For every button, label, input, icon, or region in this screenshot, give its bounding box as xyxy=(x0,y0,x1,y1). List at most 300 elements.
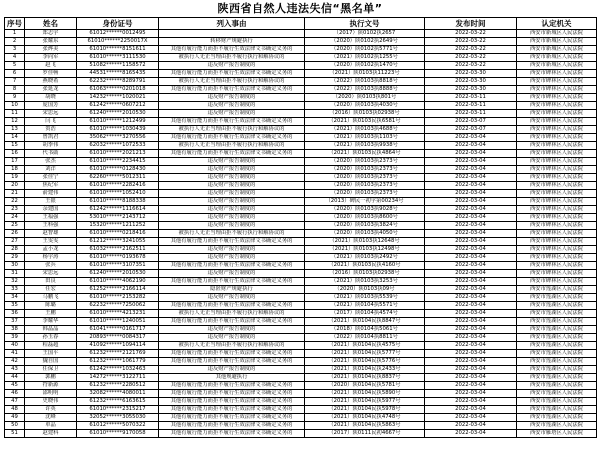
cell-id-number: 61242******0607212 xyxy=(77,102,159,110)
cell-publish-date: 2022-03-04 xyxy=(425,374,517,382)
cell-case-number: （2020）陕0103执2373号 xyxy=(305,174,425,182)
cell-authority: 西安市莲湖区人民法院 xyxy=(517,310,597,318)
cell-id-number: 53010******2143712 xyxy=(77,214,159,222)
cell-publish-date: 2022-03-04 xyxy=(425,406,517,414)
cell-name: 王福强 xyxy=(25,214,77,222)
header-publish-date: 发布时间 xyxy=(425,18,517,30)
cell-publish-date: 2022-03-04 xyxy=(425,174,517,182)
table-row xyxy=(5,38,597,46)
cell-publish-date: 2022-03-07 xyxy=(425,118,517,126)
cell-authority: 西安市碑林区人民法院 xyxy=(517,126,597,134)
cell-id-number: 61010******8151611 xyxy=(77,46,159,54)
cell-index: 12 xyxy=(5,118,25,126)
cell-id-number: 62232******8289791 xyxy=(77,78,159,86)
cell-index: 21 xyxy=(5,190,25,198)
cell-name: 曾凯君 xyxy=(25,134,77,142)
cell-index: 49 xyxy=(5,414,25,422)
cell-publish-date: 2022-03-04 xyxy=(425,206,517,214)
cell-reason: 其他有履行能力而拒不履行生效法律文书确定义务的 xyxy=(159,70,305,78)
cell-name: 俞建伟 xyxy=(25,190,77,198)
table-row xyxy=(5,46,597,54)
table-row xyxy=(5,238,597,246)
cell-name: 庞国芳 xyxy=(25,102,77,110)
cell-name: 魏自国 xyxy=(25,358,77,366)
table-row xyxy=(5,254,597,262)
cell-case-number: （2020）陕0103执2373号 xyxy=(305,190,425,198)
table-row xyxy=(5,230,597,238)
cell-id-number: 61010******3107351 xyxy=(77,262,159,270)
cell-name: 余建国 xyxy=(25,206,77,214)
cell-case-number: （2021）陕0104民执5890号 xyxy=(305,390,425,398)
cell-case-number: （2021）陕0103执3253号 xyxy=(305,278,425,286)
cell-name: 郑志宇 xyxy=(25,30,77,38)
cell-authority: 西安市碑林区人民法院 xyxy=(517,158,597,166)
cell-case-number: （2021）陕0103执9938号 xyxy=(305,142,425,150)
table-row xyxy=(5,270,597,278)
cell-case-number: （2021）陕0104民执5863号 xyxy=(305,422,425,430)
cell-reason: 违反财产报告制度的 xyxy=(159,222,305,230)
cell-publish-date: 2022-03-22 xyxy=(425,46,517,54)
cell-name: 焦纪军 xyxy=(25,182,77,190)
cell-case-number: （2021）陕0104民执2433号 xyxy=(305,366,425,374)
cell-id-number: 61010******1030439 xyxy=(77,126,159,134)
cell-publish-date: 2022-03-04 xyxy=(425,254,517,262)
cell-reason: 违反财产报告制度的 xyxy=(159,198,305,206)
cell-id-number: 61240******2010530 xyxy=(77,110,159,118)
cell-index: 38 xyxy=(5,326,25,334)
table-row xyxy=(5,334,597,342)
cell-name: 王雯雯 xyxy=(25,238,77,246)
cell-reason: 被执行人无正当理由拒不履行执行和解协议的 xyxy=(159,142,305,150)
cell-authority: 西安市莲湖区人民法院 xyxy=(517,342,597,350)
cell-authority: 西安市碑林区人民法院 xyxy=(517,238,597,246)
cell-reason: 违反财产报告制度的 xyxy=(159,206,305,214)
header-name: 姓名 xyxy=(25,18,77,30)
cell-index: 47 xyxy=(5,398,25,406)
table-row xyxy=(5,422,597,430)
cell-name: 燕晓希 xyxy=(25,78,77,86)
cell-id-number: 61010******2250017X xyxy=(77,38,159,46)
cell-name: 宋思远 xyxy=(25,110,77,118)
cell-index: 41 xyxy=(5,350,25,358)
cell-case-number: （2020）陕0103执09号 xyxy=(305,286,425,294)
cell-publish-date: 2022-03-04 xyxy=(425,198,517,206)
cell-case-number: （2021）陕0104执5571号 xyxy=(305,302,425,310)
cell-case-number: （2017）陕0104执4574号 xyxy=(305,310,425,318)
cell-case-number: （2021）陕0104民执5776号 xyxy=(305,358,425,366)
cell-reason: 其他有履行能力而拒不履行生效法律文书确定义务的 xyxy=(159,414,305,422)
cell-authority: 西安市莲湖区人民法院 xyxy=(517,294,597,302)
cell-reason: 其他有履行能力而拒不履行生效法律文书确定义务的 xyxy=(159,46,305,54)
cell-publish-date: 2022-03-04 xyxy=(425,182,517,190)
cell-reason: 其他有履行能力而拒不履行生效法律文书确定义务的 xyxy=(159,238,305,246)
table-row xyxy=(5,86,597,94)
table-row xyxy=(5,342,597,350)
cell-authority: 西安市碑林区人民法院 xyxy=(517,70,597,78)
cell-case-number: （2021）陕0104民执4748号 xyxy=(305,414,425,422)
cell-authority: 西安市莲湖区人民法院 xyxy=(517,302,597,310)
cell-id-number: 61242******1116614 xyxy=(77,206,159,214)
cell-index: 50 xyxy=(5,422,25,430)
cell-reason: 其他有履行能力而拒不履行生效法律文书确定义务的 xyxy=(159,86,305,94)
cell-publish-date: 2022-03-04 xyxy=(425,342,517,350)
cell-id-number: 61010******0193678 xyxy=(77,254,159,262)
cell-name: 王科强 xyxy=(25,222,77,230)
cell-case-number: （2020）陕0103执4050号 xyxy=(305,230,425,238)
cell-case-number: （2017）陕0102执2657 xyxy=(305,30,425,38)
cell-reason xyxy=(159,30,305,38)
cell-name: 孟小龙 xyxy=(25,246,77,254)
cell-name: 张延龙 xyxy=(25,86,77,94)
cell-case-number: （2016）陕0103执02938号 xyxy=(305,270,425,278)
cell-index: 35 xyxy=(5,302,25,310)
cell-authority: 西安市碑林区人民法院 xyxy=(517,214,597,222)
cell-name: 代书勋 xyxy=(25,150,77,158)
cell-index: 25 xyxy=(5,222,25,230)
cell-reason: 其他有履行能力而拒不履行生效法律文书确定义务的 xyxy=(159,398,305,406)
cell-reason: 违反财产报告制度的 xyxy=(159,102,305,110)
cell-reason: 被执行人无正当理由拒不履行执行和解协议的 xyxy=(159,342,305,350)
cell-id-number: 61240******2010530 xyxy=(77,270,159,278)
cell-name: 任宏 xyxy=(25,286,77,294)
cell-reason: 违反财产报告制度的 xyxy=(159,182,305,190)
cell-authority: 西安市碑林区人民法院 xyxy=(517,166,597,174)
cell-case-number: （2020）陕0103执9028号 xyxy=(305,206,425,214)
table-row xyxy=(5,30,597,38)
cell-authority: 西安市碑林区人民法院 xyxy=(517,102,597,110)
cell-id-number: 61010******2315217 xyxy=(77,406,159,414)
cell-publish-date: 2022-03-04 xyxy=(425,318,517,326)
cell-id-number: 61232******2280512 xyxy=(77,382,159,390)
cell-id-number: 20893******0084317 xyxy=(77,334,159,342)
cell-id-number: 62032******1072533 xyxy=(77,142,159,150)
cell-case-number: （2021）陕0104民执4575号 xyxy=(305,342,425,350)
cell-id-number: 61010******1212499 xyxy=(77,118,159,126)
cell-reason: 其他有履行能力而拒不履行生效法律文书确定义务的 xyxy=(159,422,305,430)
cell-reason: 被执行人无正当理由拒不履行执行和解协议的 xyxy=(159,54,305,62)
cell-authority: 西安市莲湖区人民法院 xyxy=(517,286,597,294)
cell-reason: 被执行人无正当理由拒不履行执行和解协议的 xyxy=(159,78,305,86)
cell-authority: 西安市碑林区人民法院 xyxy=(517,134,597,142)
cell-id-number: 61012******5070322 xyxy=(77,422,159,430)
cell-authority: 西安市莲湖区人民法院 xyxy=(517,318,597,326)
cell-publish-date: 2022-03-11 xyxy=(425,110,517,118)
cell-authority: 西安市碑林区人民法院 xyxy=(517,278,597,286)
cell-publish-date: 2022-03-04 xyxy=(425,238,517,246)
cell-publish-date: 2022-03-04 xyxy=(425,142,517,150)
cell-publish-date: 2022-03-04 xyxy=(425,294,517,302)
header-row xyxy=(5,18,597,30)
cell-publish-date: 2022-03-04 xyxy=(425,134,517,142)
cell-index: 9 xyxy=(5,94,25,102)
cell-id-number: 44531******8165435 xyxy=(77,70,159,78)
cell-name: 符新源 xyxy=(25,382,77,390)
cell-id-number: 61010******8188338 xyxy=(77,198,159,206)
cell-id-number: 14232******1020021 xyxy=(77,94,159,102)
cell-name: 罗佳畅 xyxy=(25,70,77,78)
cell-reason: 违反财产报告制度的 xyxy=(159,166,305,174)
cell-publish-date: 2022-03-04 xyxy=(425,166,517,174)
cell-publish-date: 2022-03-04 xyxy=(425,158,517,166)
table-row xyxy=(5,70,597,78)
table-row xyxy=(5,126,597,134)
cell-case-number: （2020）陕0102执2649号 xyxy=(305,38,425,46)
cell-index: 24 xyxy=(5,214,25,222)
cell-id-number: 41092******1094114 xyxy=(77,342,159,350)
cell-reason: 其他有履行能力而拒不履行生效法律文书确定义务的 xyxy=(159,406,305,414)
cell-id-number: 15320******1211252 xyxy=(77,222,159,230)
cell-index: 34 xyxy=(5,294,25,302)
table-row xyxy=(5,190,597,198)
cell-name: 沈峰 xyxy=(25,414,77,422)
cell-index: 37 xyxy=(5,318,25,326)
cell-case-number: （2020）陕0103执2373号 xyxy=(305,166,425,174)
table-row xyxy=(5,286,597,294)
cell-id-number: 61032******2162511 xyxy=(77,246,159,254)
table-row xyxy=(5,310,597,318)
cell-reason: 其他有履行能力而拒不履行生效法律文书确定义务的 xyxy=(159,350,305,358)
cell-id-number: 61232******2121769 xyxy=(77,350,159,358)
cell-id-number: 32082******4080011 xyxy=(77,390,159,398)
cell-publish-date: 2022-03-30 xyxy=(425,70,517,78)
cell-reason: 违反财产报告制度的 xyxy=(159,326,305,334)
cell-name: 邵明明 xyxy=(25,390,77,398)
cell-reason: 违反财产报告制度的 xyxy=(159,294,305,302)
cell-authority: 西安市碑林区人民法院 xyxy=(517,78,597,86)
cell-id-number: 61012******0012495 xyxy=(77,30,159,38)
cell-publish-date: 2022-03-04 xyxy=(425,334,517,342)
cell-index: 11 xyxy=(5,110,25,118)
cell-case-number: （2021）陕0104民执5977号 xyxy=(305,398,425,406)
table-row xyxy=(5,398,597,406)
table-row xyxy=(5,158,597,166)
cell-case-number: （2021）陕0104民执5978号 xyxy=(305,406,425,414)
cell-authority: 西安市莲湖区人民法院 xyxy=(517,334,597,342)
table-row xyxy=(5,118,597,126)
cell-name: 单晶 xyxy=(25,422,77,430)
cell-reason: 违反财产报告制度的 xyxy=(159,334,305,342)
cell-authority: 西安市新城区人民法院 xyxy=(517,62,597,70)
cell-reason: 其他有履行能力而拒不履行生效法律文书确定义务的 xyxy=(159,318,305,326)
cell-index: 46 xyxy=(5,390,25,398)
table-row xyxy=(5,166,597,174)
table-row xyxy=(5,366,597,374)
cell-id-number: 14272******3122711 xyxy=(77,374,159,382)
cell-publish-date: 2022-03-11 xyxy=(425,94,517,102)
table-row xyxy=(5,430,597,438)
cell-publish-date: 2022-03-04 xyxy=(425,302,517,310)
cell-index: 36 xyxy=(5,310,25,318)
cell-case-number: （2021）陕0103执12648号 xyxy=(305,238,425,246)
cell-index: 15 xyxy=(5,142,25,150)
cell-reason: 其他有履行能力而拒不履行生效法律文书确定义务的 xyxy=(159,430,305,438)
cell-index: 6 xyxy=(5,70,25,78)
cell-reason: 违反财产报告制度的 xyxy=(159,94,305,102)
cell-publish-date: 2022-03-04 xyxy=(425,350,517,358)
cell-index: 8 xyxy=(5,86,25,94)
cell-name: 任保卫 xyxy=(25,366,77,374)
table-row xyxy=(5,326,597,334)
cell-case-number: （2013）碑民一初字第00234号 xyxy=(305,198,425,206)
cell-reason: 被执行人无正当理由拒不履行执行和解协议的 xyxy=(159,310,305,318)
cell-authority: 西安市碑林区人民法院 xyxy=(517,262,597,270)
cell-case-number: （2020）陕0103执4030号 xyxy=(305,102,425,110)
cell-reason: 其他有履行能力而拒不履行生效法律文书确定义务的 xyxy=(159,134,305,142)
cell-name: 赵智雄 xyxy=(25,230,77,238)
cell-case-number: （2021）陕0103执4688号 xyxy=(305,126,425,134)
cell-authority: 西安市碑林区人民法院 xyxy=(517,110,597,118)
header-case-number: 执行文号 xyxy=(305,18,425,30)
cell-case-number: （2021）陕0103执1103号 xyxy=(305,134,425,142)
header-index: 序号 xyxy=(5,18,25,30)
cell-case-number: （2021）陕0104民执8847号 xyxy=(305,318,425,326)
cell-reason: 违反财产报告制度的 xyxy=(159,270,305,278)
cell-index: 17 xyxy=(5,158,25,166)
cell-index: 20 xyxy=(5,182,25,190)
cell-index: 3 xyxy=(5,46,25,54)
cell-authority: 西安市碑林区人民法院 xyxy=(517,206,597,214)
table-row xyxy=(5,406,597,414)
cell-index: 51 xyxy=(5,430,25,438)
cell-id-number: 61010******0128430 xyxy=(77,166,159,174)
cell-reason: 其他有履行能力而拒不履行生效法律文书确定义务的 xyxy=(159,358,305,366)
cell-reason: 其他有履行能力而拒不履行生效法律文书确定义务的 xyxy=(159,262,305,270)
cell-authority: 西安市莲湖区人民法院 xyxy=(517,406,597,414)
cell-authority: 西安市碑林区人民法院 xyxy=(517,198,597,206)
cell-reason: 违反财产报告制度的 xyxy=(159,158,305,166)
cell-authority: 西安市碑林区人民法院 xyxy=(517,230,597,238)
cell-publish-date: 2022-03-22 xyxy=(425,30,517,38)
cell-authority: 西安市新城区人民法院 xyxy=(517,54,597,62)
cell-reason: 被执行人无正当理由拒不履行执行和解协议的 xyxy=(159,126,305,134)
cell-authority: 西安市碑林区人民法院 xyxy=(517,150,597,158)
cell-index: 42 xyxy=(5,358,25,366)
cell-index: 22 xyxy=(5,198,25,206)
cell-id-number: 61010******1240051 xyxy=(77,318,159,326)
cell-authority: 西安市碑林区人民法院 xyxy=(517,222,597,230)
cell-case-number: （2021）陕0103民执4160号 xyxy=(305,262,425,270)
header-authority: 认定机关 xyxy=(517,18,597,30)
cell-index: 10 xyxy=(5,102,25,110)
cell-case-number: （2018）陕0104执5061号 xyxy=(305,326,425,334)
cell-publish-date: 2022-03-11 xyxy=(425,102,517,110)
cell-reason: 其他有履行能力而拒不履行生效法律文书确定义务的 xyxy=(159,302,305,310)
cell-index: 18 xyxy=(5,166,25,174)
cell-case-number: （2021）陕0103执5539号 xyxy=(305,294,425,302)
cell-index: 1 xyxy=(5,30,25,38)
cell-case-number: （2021）陕0103执12498号 xyxy=(305,246,425,254)
cell-id-number: 61010******3111530 xyxy=(77,54,159,62)
cell-reason: 被执行人无正当理由拒不履行执行和解协议的 xyxy=(159,230,305,238)
cell-case-number: （2020）陕0103执2373号 xyxy=(305,182,425,190)
table-row xyxy=(5,134,597,142)
table-row xyxy=(5,206,597,214)
cell-publish-date: 2022-03-04 xyxy=(425,262,517,270)
table-row xyxy=(5,54,597,62)
cell-authority: 西安市碑林区人民法院 xyxy=(517,94,597,102)
table-row xyxy=(5,102,597,110)
cell-authority: 西安市莲湖区人民法院 xyxy=(517,350,597,358)
cell-publish-date: 2022-03-04 xyxy=(425,310,517,318)
cell-authority: 西安市碑林区人民法院 xyxy=(517,190,597,198)
cell-publish-date: 2022-03-04 xyxy=(425,150,517,158)
cell-id-number: 62260******5012311 xyxy=(77,174,159,182)
cell-id-number: 32052******3055030 xyxy=(77,414,159,422)
cell-id-number: 61232******1061779 xyxy=(77,358,159,366)
cell-case-number: （2017）陕0111民初4667号 xyxy=(305,430,425,438)
cell-case-number: （2022）陕0104执8811号 xyxy=(305,334,425,342)
cell-reason: 违反财产报告制度的 xyxy=(159,174,305,182)
cell-name: 张杰 xyxy=(25,158,77,166)
cell-authority: 西安市碑林区人民法院 xyxy=(517,118,597,126)
cell-authority: 西安市莲湖区人民法院 xyxy=(517,382,597,390)
cell-index: 33 xyxy=(5,286,25,294)
cell-index: 7 xyxy=(5,78,25,86)
table-row xyxy=(5,294,597,302)
cell-reason: 违反财产报告制度的 xyxy=(159,62,305,70)
cell-index: 13 xyxy=(5,126,25,134)
table-row xyxy=(5,182,597,190)
cell-id-number: 61252******2166114 xyxy=(77,286,159,294)
cell-index: 2 xyxy=(5,38,25,46)
table-row xyxy=(5,262,597,270)
cell-id-number: 61041******0161717 xyxy=(77,326,159,334)
cell-authority: 西安市莲湖区人民法院 xyxy=(517,422,597,430)
cell-case-number: （2020）陕0104民执5781号 xyxy=(305,382,425,390)
table-row xyxy=(5,358,597,366)
cell-id-number: 61063******0201018 xyxy=(77,86,159,94)
cell-publish-date: 2022-03-04 xyxy=(425,398,517,406)
cell-authority: 西安市新城区人民法院 xyxy=(517,30,597,38)
table-row xyxy=(5,78,597,86)
cell-index: 16 xyxy=(5,150,25,158)
cell-case-number: （2020）陕0103执8600号 xyxy=(305,214,425,222)
table-row xyxy=(5,198,597,206)
table-row xyxy=(5,318,597,326)
cell-publish-date: 2022-03-04 xyxy=(425,278,517,286)
cell-case-number: （2021）陕0104民执5777号 xyxy=(305,350,425,358)
cell-index: 32 xyxy=(5,278,25,286)
cell-authority: 西安市莲湖区人民法院 xyxy=(517,358,597,366)
cell-id-number: 61010******2153282 xyxy=(77,294,159,302)
cell-publish-date: 2022-03-04 xyxy=(425,222,517,230)
cell-reason: 其他有履行能力而拒不履行生效法律文书确定义务的 xyxy=(159,382,305,390)
cell-name: 许英 xyxy=(25,406,77,414)
cell-publish-date: 2022-03-22 xyxy=(425,62,517,70)
cell-publish-date: 2022-03-07 xyxy=(425,126,517,134)
cell-index: 43 xyxy=(5,366,25,374)
page-title: 陕西省自然人违法失信“黑名单” xyxy=(217,2,383,15)
cell-name: 郭鹏 xyxy=(25,374,77,382)
cell-authority: 西安市莲湖区人民法院 xyxy=(517,390,597,398)
cell-name: 贺浩 xyxy=(25,126,77,134)
cell-id-number: 61010******2234415 xyxy=(77,158,159,166)
cell-authority: 西安市新城区人民法院 xyxy=(517,46,597,54)
cell-reason: 违反财产报告制度的 xyxy=(159,366,305,374)
cell-case-number: （2020）陕0103执2373号 xyxy=(305,158,425,166)
table-row xyxy=(5,302,597,310)
cell-publish-date: 2022-03-04 xyxy=(425,382,517,390)
cell-case-number: （2022）陕0103执8888号 xyxy=(305,86,425,94)
cell-reason: 违反财产报告制度的 xyxy=(159,254,305,262)
cell-index: 39 xyxy=(5,334,25,342)
cell-publish-date: 2022-03-04 xyxy=(425,390,517,398)
cell-id-number: 61010******0218416 xyxy=(77,230,159,238)
table-row xyxy=(5,62,597,70)
cell-case-number: （2021）陕0103民执6581号 xyxy=(305,118,425,126)
cell-name: 胡季伟 xyxy=(25,142,77,150)
table-row xyxy=(5,414,597,422)
